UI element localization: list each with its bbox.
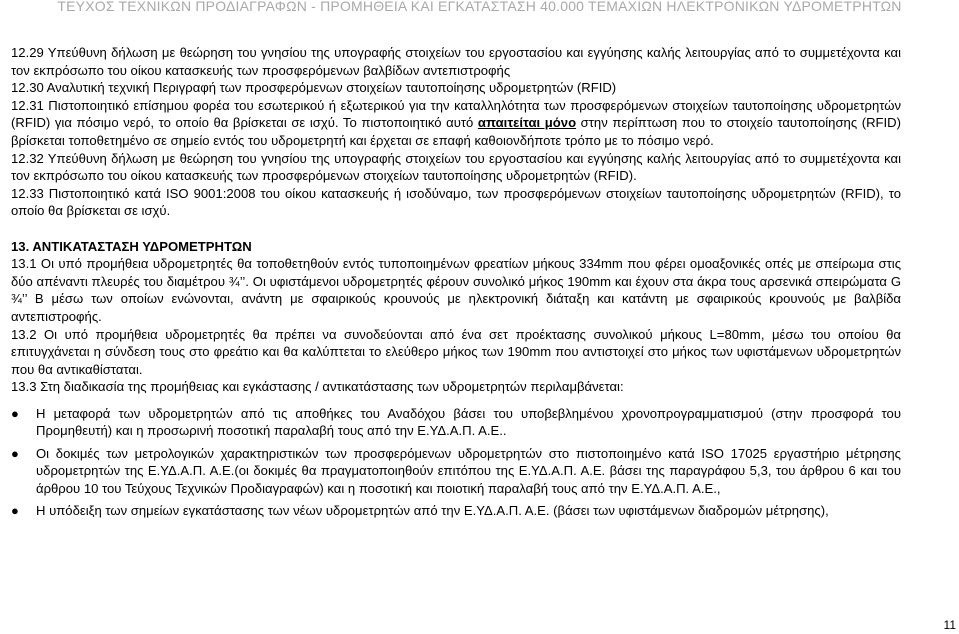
paragraph-12-31-emphasis: απαιτείται μόνο (477, 115, 577, 131)
paragraph-12-31-text-a: 12.31 Πιστοποιητικό επίσημου φορέα του εσωτερικού ή εξωτερικού για την καταλληλότητα των προσφερόμενων στοιχείων ταυτοποίησης υδρομετρητών (RFID) για πόσιμο νερό, το οποίο θα βρίσκεται σε ισχύ. Το πιστοποιητικό αυτό (11, 97, 901, 131)
paragraph-12-31-text-b: στην περίπτωση που το στοιχείο ταυτοποίησης (RFID) βρίσκεται τοποθετημένο σε σημείο εντός του υδρομετρητή και έρχεται σε επαφή καθοιονδήποτε τρόπο με το πόσιμο νερό. (11, 115, 901, 148)
section-13-heading: 13. ΑΝΤΙΚΑΤΑΣΤΑΣΗ ΥΔΡΟΜΕΤΡΗΤΩΝ (11, 238, 252, 254)
paragraph-13-1: 13.1 Οι υπό προμήθεια υδρομετρητές θα τοποθετηθούν εντός τυποποιημένων φρεατίων μήκους 334mm που φέρει ομοαξονικές οπές με σπείρωμα στις δύο απέναντι πλευρές του διαμέτρου ¾’’. Οι υφιστάμενοι υδρομετρητές φέρουν συνολικό μήκος 190mm και έχουν στα άκρα τους αρσενικά σπειρώματα G ¾’’ B μέσω των οποίων ενώνονται, ανάντη με σφαιρικούς κρουνούς με ηλεκτρονική διάταξη και κατάντη με σφαιρικούς κρουνούς με βαλβίδα αντεπιστροφής. (11, 256, 901, 324)
document-body (11, 44, 901, 524)
paragraph-12-32: 12.32 Υπεύθυνη δήλωση με θεώρηση του γνησίου της υπογραφής στοιχείων του εργοστασίου και εγγύησης καλής λειτουργίας από το συμμετέχοντα και τον εκπρόσωπο του οίκου κατασκευής των προσφερόμενων στοιχείων ταυτοποίησης υδρομετρητών (RFID). (11, 150, 901, 184)
paragraph-12-30: 12.30 Αναλυτική τεχνική Περιγραφή των προσφερόμενων στοιχείων ταυτοποίησης υδρομετρητών (RFID) (11, 80, 617, 96)
paragraph-13-2: 13.2 Οι υπό προμήθεια υδρομετρητές θα πρέπει να συνοδεύονται από ένα σετ προέκτασης συνολικού μήκους L=80mm, μέσω του οποίου θα επιτυγχάνεται η σύνδεση τους στο φρεάτιο και θα καλύπτεται το ελεύθερο μήκος των 190mm που αντιστοιχεί στο μήκος των υφιστάμενων υδρομετρητών που θα αντικαθίσταται. (11, 326, 901, 377)
bullet-list (11, 405, 901, 520)
bullet-icon: ● (11, 502, 19, 518)
paragraph-12-29: 12.29 Υπεύθυνη δήλωση με θεώρηση του γνησίου της υπογραφής στοιχείων του εργοστασίου και εγγύησης καλής λειτουργίας από το συμμετέχοντα και τον εκπρόσωπο του οίκου κατασκευής των προσφερόμενων βαλβίδων αντεπιστροφής (11, 45, 901, 78)
bullet-icon: ● (11, 405, 19, 421)
list-item (11, 445, 901, 498)
list-item (11, 502, 901, 520)
list-item (11, 405, 901, 440)
paragraph-12-31 (11, 97, 901, 150)
list-item-text: Η υπόδειξη των σημείων εγκατάστασης των νέων υδρομετρητών από την Ε.ΥΔ.Α.Π. Α.Ε. (βάσει των υφιστάμενων διαδρομών μέτρησης), (36, 502, 829, 518)
running-header: ΤΕΥΧΟΣ ΤΕΧΝΙΚΩΝ ΠΡΟΔΙΑΓΡΑΦΩΝ - ΠΡΟΜΗΘΕΙΑ ΚΑΙ ΕΓΚΑΤΑΣΤΑΣΗ 40.000 ΤΕΜΑΧΙΩΝ ΗΛΕΚΤΡΟΝΙΚΩΝ ΥΔΡΟΜΕΤΡΗΤΩΝ (57, 0, 902, 14)
list-item-text: Η μεταφορά των υδρομετρητών από τις αποθήκες του Αναδόχου βάσει του υποβεβλημένου χρονοπρογραμματισμού (στην προσφορά του Προμηθευτή) και η προσωρινή ποσοτική παραλαβή τους από την Ε.ΥΔ.Α.Π. Α.Ε.. (36, 405, 901, 439)
blank-line (11, 220, 901, 238)
list-item-text: Οι δοκιμές των μετρολογικών χαρακτηριστικών των προσφερόμενων υδρομετρητών στο πιστοποιημένο κατά ISO 17025 εργαστήριο μέτρησης υδρομετρητών της Ε.ΥΔ.Α.Π. Α.Ε.(οι δοκιμές θα πραγματοποιηθούν επιτόπου της Ε.ΥΔ.Α.Π. Α.Ε. βάσει της παραγράφου 5,3, του άρθρου 6 και του άρθρου 10 του Τεύχους Τεχνικών Προδιαγραφών) και η ποσοτική και ποιοτική παραλαβή τους από την Ε.ΥΔ.Α.Π. Α.Ε., (36, 445, 901, 496)
paragraph-13-3: 13.3 Στη διαδικασία της προμήθειας και εγκάστασης / αντικατάστασης των υδρομετρητών περιλαμβάνεται: (11, 379, 624, 395)
bullet-icon: ● (11, 445, 19, 461)
page-number: 11 (943, 618, 956, 632)
paragraph-12-33: 12.33 Πιστοποιητικό κατά ISO 9001:2008 του οίκου κατασκευής ή ισοδύναμο, των προσφερόμενων στοιχείων ταυτοποίησης υδρομετρητών (RFID), το οποίο θα βρίσκεται σε ισχύ. (11, 185, 901, 219)
